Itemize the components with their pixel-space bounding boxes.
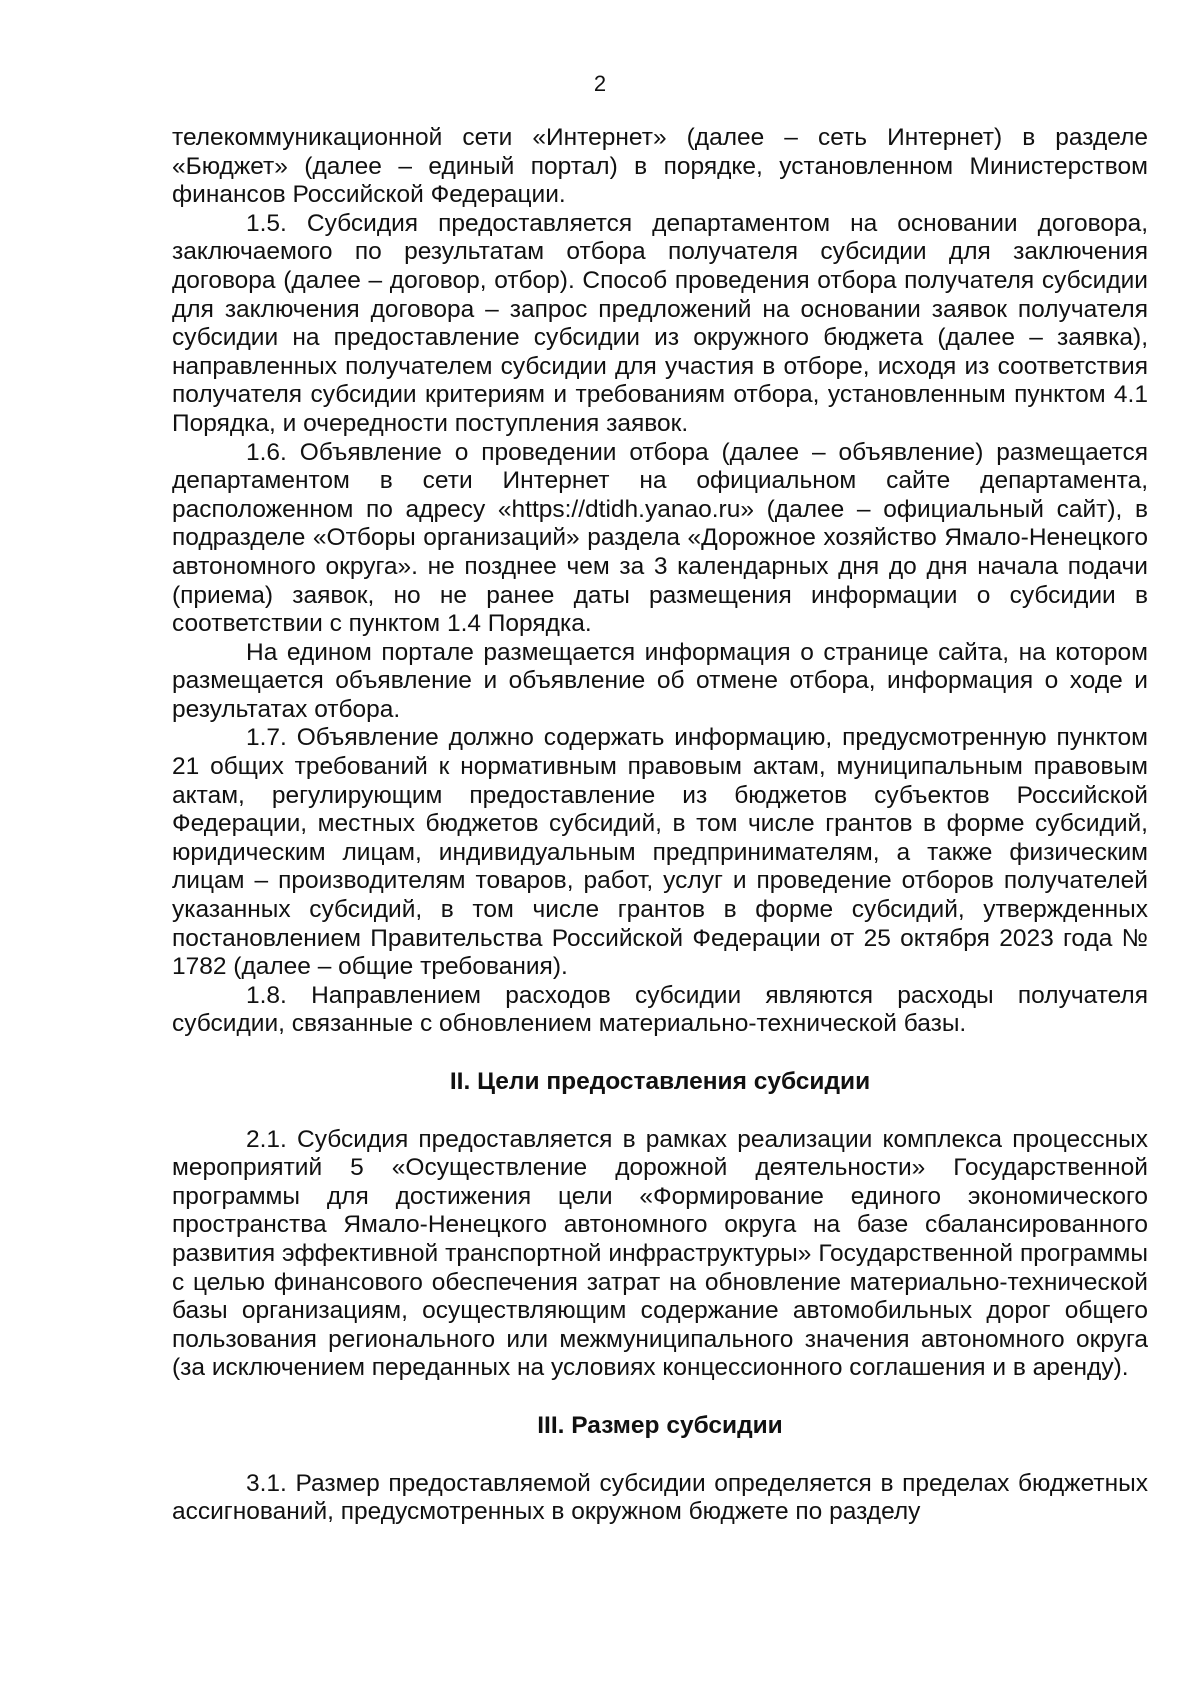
- paragraph-portal-info: На едином портале размещается информация о странице сайта, на котором размещается объявление и объявление об отмене отбора, информация о ходе и результатах отбора.: [172, 638, 1148, 723]
- page-number: 2: [593, 71, 607, 96]
- paragraph-1-6: 1.6. Объявление о проведении отбора (далее – объявление) размещается департаментом в сети Интернет на официальном сайте департамента, расположенном по адресу «https://dtidh.yanao.ru» (далее – официальный сайт), в подразделе «Отборы организаций» раздела «Дорожное хозяйство Ямало-Ненецкого автономного округа». не позднее чем за 3 календарных дня до дня начала подачи (приема) заявок, но не ранее даты размещения информации о субсидии в соответствии с пунктом 1.4 Порядка.: [172, 438, 1148, 638]
- section-heading-3: III. Размер субсидии: [537, 1411, 783, 1439]
- paragraph-2-1: 2.1. Субсидия предоставляется в рамках реализации комплекса процессных мероприятий 5 «Осуществление дорожной деятельности» Государственной программы для достижения цели «Формирование единого экономического пространства Ямало-Ненецкого автономного округа на базе сбалансированного развития эффективной транспортной инфраструктуры» Государственной программы с целью финансового обеспечения затрат на обновление материально-технической базы организациям, осуществляющим содержание автомобильных дорог общего пользования регионального или межмуниципального значения автономного округа (за исключением переданных на условиях концессионного соглашения и в аренду).: [172, 1125, 1148, 1382]
- section-heading-2: II. Цели предоставления субсидии: [449, 1068, 871, 1095]
- paragraph-continuation: телекоммуникационной сети «Интернет» (далее – сеть Интернет) в разделе «Бюджет» (далее – единый портал) в порядке, установленном Министерством финансов Российской Федерации.: [172, 124, 1148, 209]
- paragraph-1-7: 1.7. Объявление должно содержать информацию, предусмотренную пунктом 21 общих требований к нормативным правовым актам, муниципальным правовым актам, регулирующим предоставление из бюджетов субъектов Российской Федерации, местных бюджетов субсидий, в том числе грантов в форме субсидий, юридическим лицам, индивидуальным предпринимателям, а также физическим лицам – производителям товаров, работ, услуг и проведение отборов получателей указанных субсидий, в том числе грантов в форме субсидий, утвержденных постановлением Правительства Российской Федерации от 25 октября 2023 года № 1782 (далее – общие требования).: [172, 724, 1148, 981]
- document-body: [172, 124, 1148, 1527]
- paragraph-1-8: 1.8. Направлением расходов субсидии являются расходы получателя субсидии, связанные с обновлением материально-технической базы.: [172, 981, 1148, 1038]
- paragraph-1-5: 1.5. Субсидия предоставляется департаментом на основании договора, заключаемого по результатам отбора получателя субсидии для заключения договора (далее – договор, отбор). Способ проведения отбора получателя субсидии для заключения договора – запрос предложений на основании заявок получателя субсидии на предоставление субсидии из окружного бюджета (далее – заявка), направленных получателем субсидии для участия в отборе, исходя из соответствия получателя субсидии критериям и требованиям отбора, установленным пунктом 4.1 Порядка, и очередности поступления заявок.: [172, 209, 1148, 437]
- paragraph-3-1: 3.1. Размер предоставляемой субсидии определяется в пределах бюджетных ассигнований, предусмотренных в окружном бюджете по разделу: [172, 1469, 1148, 1526]
